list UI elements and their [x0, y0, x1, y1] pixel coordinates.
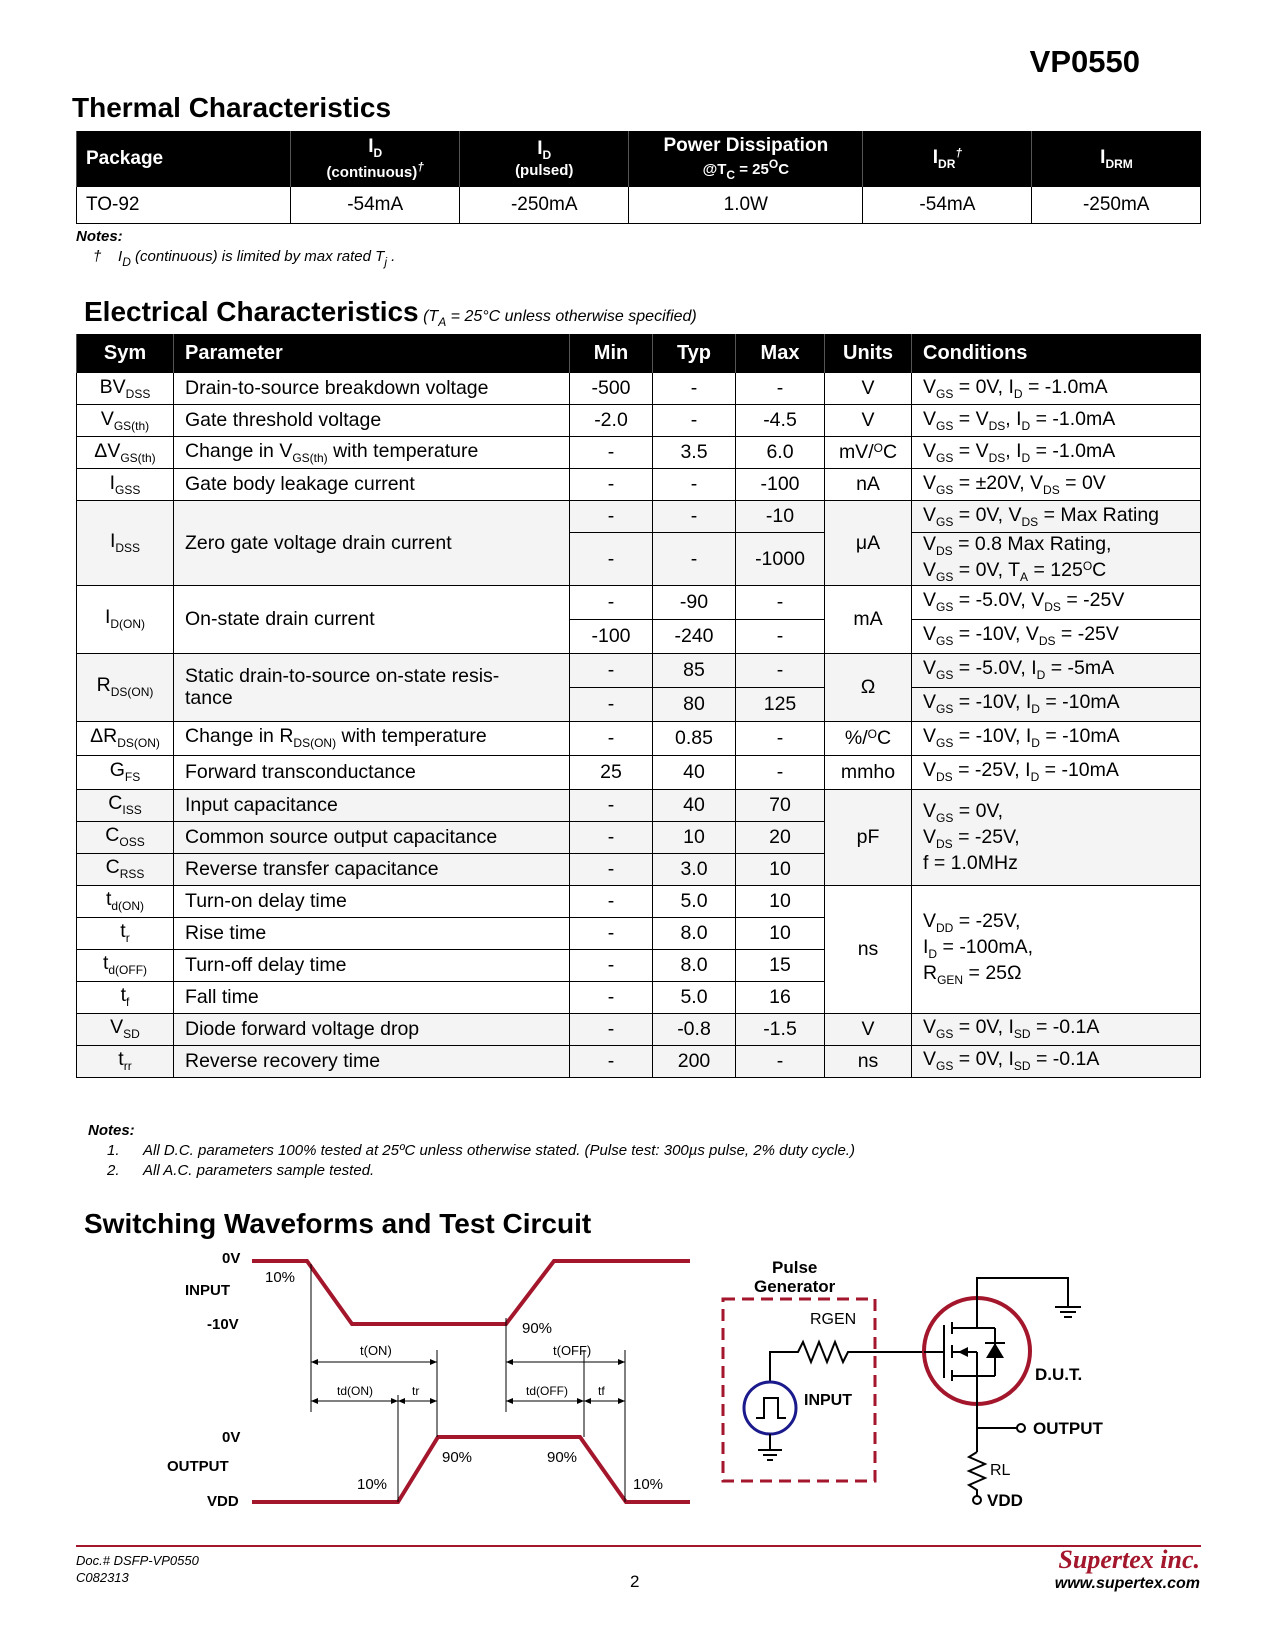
doc-number [76, 1552, 199, 1586]
thermal-title: Thermal Characteristics [72, 92, 392, 123]
footer-divider [76, 1545, 1201, 1547]
note-1-text: All D.C. parameters 100% tested at 25ºC unless otherwise stated. (Pulse test: 300µs pulse, 2% duty cycle.) [143, 1142, 855, 1159]
electrical-heading [84, 296, 697, 329]
out-10pct-label-2: 10% [633, 1476, 664, 1493]
cell-id-cont: -54mA [291, 187, 460, 224]
cell-package: TO-92 [77, 187, 291, 224]
toff-label: t(OFF) [553, 1343, 592, 1358]
output-terminal [1017, 1424, 1025, 1432]
table-row: $t_r$ Rise time - 8.0 10 [77, 917, 1201, 949]
circuit-output-label: OUTPUT [1033, 1419, 1103, 1438]
out-90pct-label-1: 90% [442, 1449, 473, 1466]
cell-idr: -54mA [863, 187, 1032, 224]
th-typ: Typ [653, 334, 736, 373]
th-id-cont-sub: (continuous) [326, 164, 418, 181]
circuit-input-label: INPUT [804, 1392, 852, 1409]
th-id-cont: $I_D$ (continuous)† [291, 131, 460, 187]
electrical-table [76, 334, 1201, 1078]
table-row: $C_{RSS}$ Reverse transfer capacitance - 3.0 10 [77, 853, 1201, 885]
switching-diagram [0, 1240, 1275, 1520]
table-row: $I_{D(ON)}$ On-state drain current - -90 - mA $V_{GS} = -5.0V$, $V_{DS} = -25V$ [77, 585, 1201, 619]
thermal-note-text: (continuous) is limited by max rated [135, 248, 371, 265]
circuit-vdd-label: VDD [987, 1491, 1023, 1510]
thermal-note: † $I_D$ (continuous) is limited by max rated $T_j$ . [93, 248, 396, 269]
table-row: $I_{DSS}$ Zero gate voltage drain current - - -10 μA $V_{GS} = 0V$, $V_{DS}$ = Max Rating [77, 501, 1201, 533]
input-label: INPUT [185, 1282, 230, 1299]
table-row: $G_{FS}$ Forward transconductance 25 40 - mmho $V_{DS} = -25V$, $I_D = -10mA$ [77, 755, 1201, 789]
rgen-label: RGEN [810, 1311, 857, 1328]
in-10pct-label: 10% [265, 1269, 296, 1286]
doc-code: C082313 [76, 1570, 129, 1585]
table-row: $t_f$ Fall time - 5.0 16 [77, 981, 1201, 1013]
table-row: $V_{SD}$ Diode forward voltage drop - -0.8 -1.5 V $V_{GS} = 0V$, $I_{SD} = -0.1A$ [77, 1013, 1201, 1045]
table-row: $I_{GSS}$ Gate body leakage current - - -100 nA $V_{GS} = \pm 20V$, $V_{DS} = 0V$ [77, 469, 1201, 501]
table-row: $BV_{DSS}$ Drain-to-source breakdown voltage -500 - - V $V_{GS} = 0V$, $I_D = -1.0mA$ [77, 373, 1201, 405]
th-max: Max [736, 334, 825, 373]
thermal-notes-title: Notes: [76, 228, 123, 245]
table-row: $t_{d(ON)}$ Turn-on delay time - 5.0 10 ns $V_{DD} = -25V$, $I_D = -100mA$, $R_{GEN} = 25\Omega$ [77, 885, 1201, 917]
th-cond: Conditions [912, 334, 1201, 373]
out-10pct-label-1: 10% [357, 1476, 388, 1493]
cell-power: 1.0W [629, 187, 863, 224]
table-row: - - -1000 $V_{DS} = 0.8$ Max Rating, $V_{GS} = 0V$, $T_A = 125^OC$ [77, 533, 1201, 586]
electrical-title: Electrical Characteristics [84, 296, 419, 327]
in-90pct-label: 90% [522, 1320, 553, 1337]
table-row: $t_{rr}$ Reverse recovery time - 200 - ns $V_{GS} = 0V$, $I_{SD} = -0.1A$ [77, 1045, 1201, 1077]
brand-logo: Supertex inc. [1058, 1545, 1200, 1574]
tr-label: tr [412, 1384, 420, 1398]
dut-label: D.U.T. [1035, 1365, 1083, 1384]
rl-label: RL [990, 1462, 1011, 1479]
output-waveform [252, 1437, 690, 1502]
thermal-table [76, 131, 1201, 224]
input-0v-label: 0V [222, 1250, 241, 1267]
th-units: Units [825, 334, 912, 373]
page-number: 2 [630, 1572, 640, 1591]
cell-idrm: -250mA [1032, 187, 1201, 224]
rgen-resistor [770, 1342, 924, 1382]
website-link[interactable]: www.supertex.com [1054, 1575, 1200, 1592]
ground-icon-2 [1055, 1307, 1081, 1317]
note-2-text: All A.C. parameters sample tested. [143, 1162, 375, 1179]
ton-label: t(ON) [360, 1343, 392, 1358]
th-id-pulsed-sub: (pulsed) [515, 162, 574, 179]
th-id-pulsed: $I_D$ (pulsed) [460, 131, 629, 187]
electrical-notes-title: Notes: [88, 1122, 135, 1139]
th-min: Min [570, 334, 653, 373]
vdd-terminal [973, 1496, 981, 1504]
doc-id: Doc.# DSFP-VP0550 [76, 1553, 199, 1568]
th-idrm: $I_{DRM}$ [1032, 131, 1201, 187]
note-2-num: 2. [107, 1162, 120, 1179]
cell-id-pulsed: -250mA [460, 187, 629, 224]
pulse-source-icon [744, 1382, 796, 1434]
rl-resistor [969, 1452, 985, 1496]
timing-markers [311, 1264, 625, 1502]
generator-label: Generator [754, 1277, 836, 1296]
table-row: $R_{DS(ON)}$ Static drain-to-source on-state resis- tance - 85 - Ω $V_{GS} = -5.0V$, $I_D = -5mA$ [77, 653, 1201, 687]
output-0v-label: 0V [222, 1429, 241, 1446]
table-row: $C_{ISS}$ Input capacitance - 40 70 pF $V_{GS} = 0V$, $V_{DS} = -25V$, f = 1.0MHz [77, 789, 1201, 821]
tdon-label: td(ON) [337, 1384, 373, 1398]
th-sym: Sym [77, 334, 174, 373]
table-row: $\Delta V_{GS(th)}$ Change in $V_{GS(th)}$ with temperature - 3.5 6.0 mV/$^O$C $V_{GS} = V_{DS}$, $I_D = -1.0mA$ [77, 437, 1201, 469]
switching-title: Switching Waveforms and Test Circuit [84, 1208, 592, 1239]
input-waveform [252, 1261, 690, 1324]
tdoff-label: td(OFF) [526, 1384, 568, 1398]
th-param: Parameter [174, 334, 570, 373]
out-90pct-label-2: 90% [547, 1449, 578, 1466]
table-row: -100 -240 - $V_{GS} = -10V$, $V_{DS} = -25V$ [77, 619, 1201, 653]
part-number: VP0550 [1029, 44, 1140, 79]
table-row: $t_{d(OFF)}$ Turn-off delay time - 8.0 15 [77, 949, 1201, 981]
ground-icon-1 [758, 1450, 782, 1460]
note-1-num: 1. [107, 1142, 120, 1159]
th-power: Power Dissipation $@T_C = 25^OC$ [629, 131, 863, 187]
output-label: OUTPUT [167, 1458, 229, 1475]
th-power-label: Power Dissipation [663, 135, 829, 156]
table-row: - 80 125 $V_{GS} = -10V$, $I_D = -10mA$ [77, 687, 1201, 721]
table-row: $C_{OSS}$ Common source output capacitance - 10 20 [77, 821, 1201, 853]
table-row: $V_{GS(th)}$ Gate threshold voltage -2.0 - -4.5 V $V_{GS} = V_{DS}$, $I_D = -1.0mA$ [77, 405, 1201, 437]
table-row: $\Delta R_{DS(ON)}$ Change in $R_{DS(ON)}$ with temperature - 0.85 - %/$^O$C $V_{GS} = -10V$, $I_D = -10mA$ [77, 721, 1201, 755]
output-vdd-label: VDD [207, 1493, 239, 1510]
tf-label: tf [598, 1384, 605, 1398]
electrical-subtitle: ($T_A = 25^\circ C$ unless otherwise specified) [423, 308, 697, 329]
th-package: Package [77, 131, 291, 187]
th-idr: $I_{DR}^\dagger$ [863, 131, 1032, 187]
input-minus10-label: -10V [207, 1316, 239, 1333]
pulse-label: Pulse [772, 1258, 818, 1277]
